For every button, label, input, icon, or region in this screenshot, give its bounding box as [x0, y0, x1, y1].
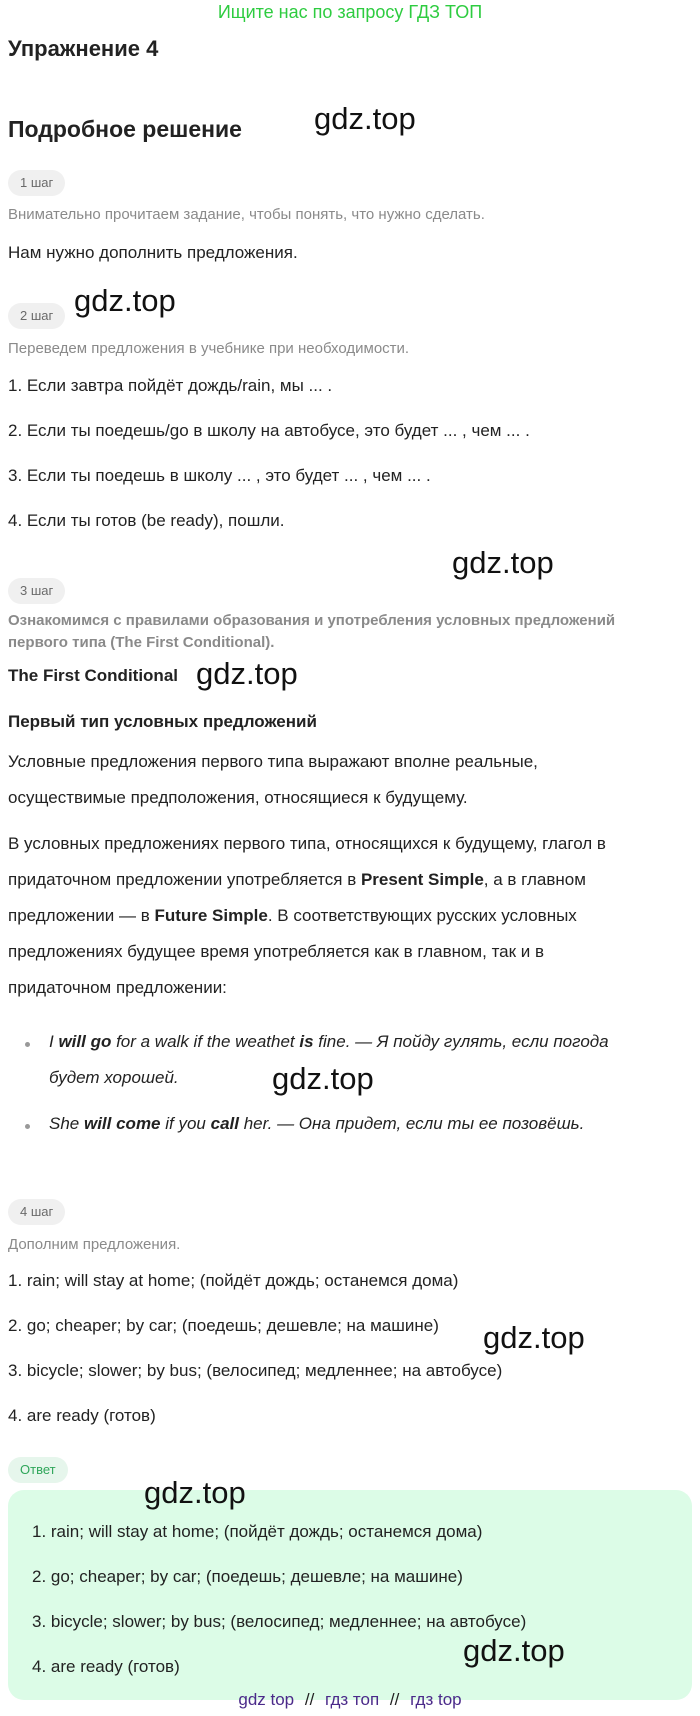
answer-line: 2. go; cheaper; by car; (поедешь; дешевле; на машине): [32, 1567, 463, 1586]
text-line: предложениях будущее время употребляется как в главном, так и в: [8, 942, 545, 961]
list-item: 2. Если ты поедешь/go в школу на автобусе, это будет ... , чем ... .: [8, 421, 530, 440]
footer-link[interactable]: гдз top: [410, 1690, 462, 1709]
step-hint: Ознакомимся с правилами образования и употребления условных предложений: [8, 612, 616, 629]
step-badge: 4 шаг: [8, 1199, 65, 1225]
list-item: 3. bicycle; slower; by bus; (велосипед; медленнее; на автобусе): [8, 1361, 503, 1380]
text-span: . — Я пойду гулять, если погода: [345, 1032, 609, 1051]
footer-link[interactable]: гдз топ: [325, 1690, 380, 1709]
text-line: Условные предложения первого типа выражают вполне реальные,: [8, 752, 538, 771]
verb-emphasis: will go: [58, 1032, 112, 1051]
solution-heading: Подробное решение: [8, 116, 242, 142]
text-span: . В соответствующих русских условных: [267, 906, 577, 925]
step-text: Нам нужно дополнить предложения.: [8, 243, 298, 262]
text-line: осуществимые предположения, относящиеся к будущему.: [8, 788, 468, 807]
bullet: [25, 1124, 30, 1129]
answer-line: 3. bicycle; slower; by bus; (велосипед; медленнее; на автобусе): [32, 1612, 527, 1631]
text-span: будет хорошей.: [49, 1068, 179, 1087]
list-item: 1. rain; will stay at home; (пойдёт дождь; останемся дома): [8, 1271, 459, 1290]
rule-paragraph: [8, 826, 688, 1006]
watermark: gdz.top: [463, 1633, 565, 1668]
top-banner: Ищите нас по запросу ГДЗ ТОП: [217, 2, 483, 22]
text-line: [8, 898, 688, 934]
text-line: придаточном предложении:: [8, 978, 227, 997]
step-badge: 2 шаг: [8, 303, 65, 329]
watermark: gdz.top: [144, 1475, 246, 1510]
text-line: [49, 1060, 689, 1096]
step-hint: Внимательно прочитаем задание, чтобы понять, что нужно сделать.: [8, 206, 485, 223]
example-item: [49, 1106, 689, 1142]
page-title: Упражнение 4: [8, 36, 159, 61]
answer-label: [8, 1457, 68, 1483]
text-span: , а в главном: [483, 870, 586, 889]
text-line: В условных предложениях первого типа, относящихся к будущему, глагол в: [8, 834, 606, 853]
watermark: gdz.top: [483, 1320, 585, 1355]
bullet: [25, 1042, 30, 1047]
text-span: She: [49, 1114, 84, 1133]
step-badge: 3 шаг: [8, 578, 65, 604]
step-hint: Переведем предложения в учебнике при необходимости.: [8, 340, 410, 357]
footer-separator: //: [304, 1690, 315, 1709]
step-4: [8, 1199, 65, 1225]
rule-paragraph: [8, 744, 688, 816]
text-span: her. — Она придет, если ты ее позовёшь.: [238, 1114, 585, 1133]
step-badge: 1 шаг: [8, 170, 65, 196]
footer-separator: //: [389, 1690, 400, 1709]
verb-emphasis: call: [210, 1114, 239, 1133]
watermark: gdz.top: [452, 545, 554, 580]
list-item: 4. are ready (готов): [8, 1406, 156, 1425]
verb-emphasis: will come: [83, 1114, 161, 1133]
step-2: [8, 303, 65, 329]
watermark: gdz.top: [196, 656, 298, 691]
text-line: [8, 862, 688, 898]
step-1: [8, 170, 65, 196]
text-span: fine: [313, 1032, 346, 1051]
footer-links: [0, 1690, 700, 1710]
answer-line: 1. rain; will stay at home; (пойдёт дождь; останемся дома): [32, 1522, 483, 1541]
section-subheading: Первый тип условных предложений: [8, 712, 317, 731]
text-line: [49, 1024, 689, 1060]
verb-emphasis: is: [299, 1032, 314, 1051]
watermark: gdz.top: [272, 1061, 374, 1096]
list-item: 4. Если ты готов (be ready), пошли.: [8, 511, 285, 530]
list-item: 1. Если завтра пойдёт дождь/rain, мы ... .: [8, 376, 333, 395]
tense-name: Present Simple: [360, 870, 484, 889]
watermark: gdz.top: [314, 101, 416, 136]
list-item: 3. Если ты поедешь в школу ... , это будет ... , чем ... .: [8, 466, 431, 485]
text-span: придаточном предложении употребляется в: [8, 870, 361, 889]
step-hint: первого типа (The First Conditional).: [8, 634, 275, 651]
example-item: [49, 1024, 689, 1096]
tense-name: Future Simple: [154, 906, 268, 925]
list-item: 2. go; cheaper; by car; (поедешь; дешевле; на машине): [8, 1316, 439, 1335]
watermark: gdz.top: [74, 283, 176, 318]
text-span: предложении — в: [8, 906, 155, 925]
text-span: I: [49, 1032, 59, 1051]
answer-badge: Ответ: [8, 1457, 68, 1483]
text-span: for a walk if the weathet: [111, 1032, 300, 1051]
text-span: if you: [160, 1114, 211, 1133]
footer-link[interactable]: gdz top: [238, 1690, 295, 1709]
section-heading: The First Conditional: [8, 666, 178, 685]
step-hint: Дополним предложения.: [8, 1236, 181, 1253]
text-line: [49, 1106, 689, 1142]
answer-line: 4. are ready (готов): [32, 1657, 180, 1676]
step-3: [8, 578, 65, 604]
